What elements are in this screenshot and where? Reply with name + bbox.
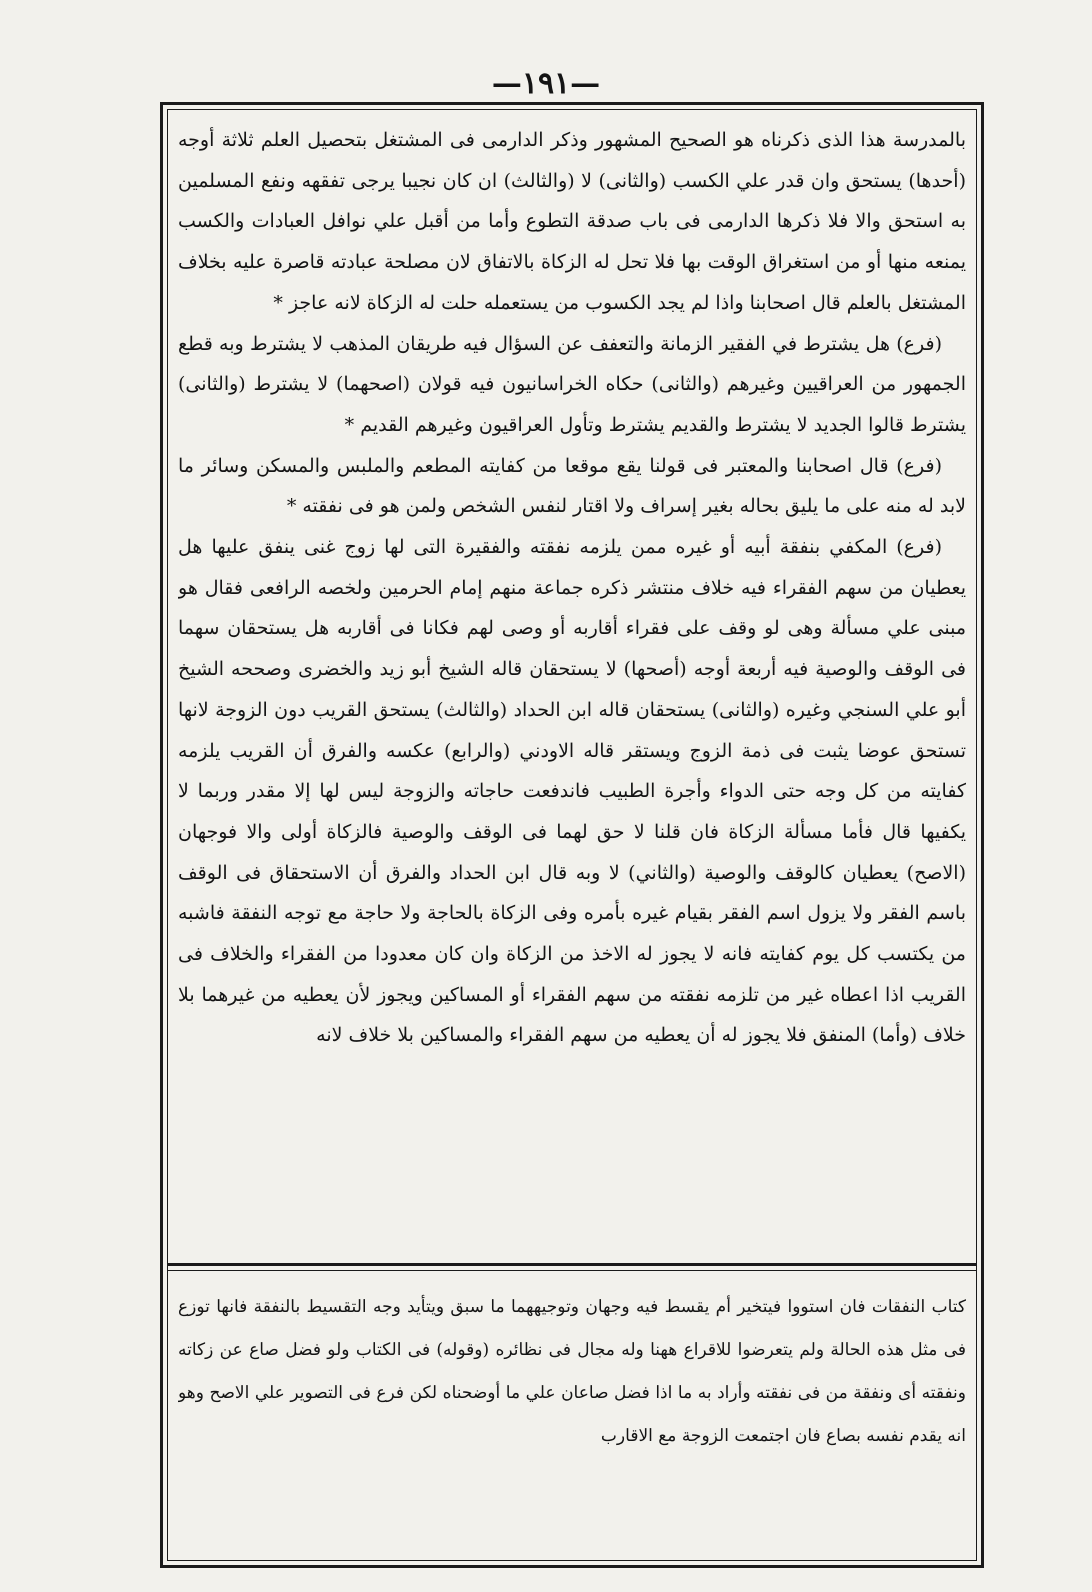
page-number: —١٩١— — [491, 66, 601, 101]
footnote-text — [178, 1286, 966, 1556]
paragraph-intro: بالمدرسة هذا الذى ذكرناه هو الصحيح المشهور وذكر الدارمى فى المشتغل بتحصيل العلم ثلاثة أوجه (أحدها) يستحق وان قدر علي الكسب (والثانى) لا (والثالث) ان كان نجيبا يرجى تفقهه ونفع المسلمين به استحق والا فلا ذكرها الدارمى فى باب صدقة التطوع وأما من أقبل علي نوافل العبادات والكسب يمنعه منها أو من استغراق الوقت بها فلا تحل له الزكاة بالاتفاق لان مصلحة عبادته قاصرة عليه بخلاف المشتغل بالعلم قال اصحابنا واذا لم يجد الكسوب من يستعمله حلت له الزكاة لانه عاجز * — [178, 129, 966, 314]
paragraph-far-kifaya: (فرع) قال اصحابنا والمعتبر فى قولنا يقع موقعا من كفايته المطعم والملبس والمسكن وسائر ما لابد له منه على ما يليق بحاله بغير إسراف ولا اقتار لنفس الشخص ولمن هو فى نفقته * — [178, 454, 966, 518]
paragraph-far-zamana: (فرع) هل يشترط في الفقير الزمانة والتعفف عن السؤال فيه طريقان المذهب لا يشترط وبه قطع الجمهور من العراقيين وغيرهم (والثانى) حكاه الخراسانيون فيه قولان (اصحهما) لا يشترط (والثانى) يشترط قالوا الجديد لا يشترط والقديم يشترط وتأول العراقيون وغيرهم القديم * — [178, 332, 966, 436]
footnote-separator-thin — [167, 1270, 977, 1271]
footnote-paragraph: كتاب النفقات فان استووا فيتخير أم يقسط فيه وجهان وتوجيههما ما سبق ويتأيد وجه التقسيط بالنفقة فانها توزع فى مثل هذه الحالة ولم يتعرضوا للاقراع ههنا وله مجال فى نظائره (وقوله) فى الكتاب ولو فضل صاع عن زكاته ونفقته أى ونفقة من فى نفقته وأراد به ما اذا فضل صاعان علي ما أوضحناه لكن فرع فى التصوير علي الاصح وهو انه يقدم نفسه بصاع فان اجتمعت الزوجة مع الاقارب — [178, 1297, 966, 1446]
main-text — [178, 120, 966, 1260]
footnote-separator — [167, 1263, 977, 1266]
paragraph-far-makfi: (فرع) المكفي بنفقة أبيه أو غيره ممن يلزمه نفقته والفقيرة التى لها زوج غنى ينفق عليها هل يعطيان من سهم الفقراء فيه خلاف منتشر ذكره جماعة منهم إمام الحرمين ولخصه الرافعى فقال هو مبنى علي مسألة وهى لو وقف على فقراء أقاربه أو وصى لهم فكانا فى أقاربه هل يستحقان سهما فى الوقف والوصية فيه أربعة أوجه (أصحها) لا يستحقان قاله الشيخ أبو زيد والخضرى وصححه الشيخ أبو علي السنجي وغيره (والثانى) يستحقان قاله ابن الحداد (والثالث) يستحق القريب دون الزوجة لانها تستحق عوضا يثبت فى ذمة الزوج ويستقر قاله الاودني (والرابع) عكسه والفرق أن القريب يلزمه كفايته من كل وجه حتى الدواء وأجرة الطبيب فاندفعت حاجاته والزوجة ليس لها إلا مقدر وربما لا يكفيها قال فأما مسألة الزكاة فان قلنا لا حق لهما فى الوقف والوصية فالزكاة أولى والا فوجهان (الاصح) يعطيان كالوقف والوصية (والثاني) لا وبه قال ابن الحداد والفرق أن الاستحقاق فى الوقف باسم الفقر ولا يزول اسم الفقر بقيام غيره بأمره وفى الزكاة بالحاجة ولا حاجة مع توجه النفقة فاشبه من يكتسب كل يوم كفايته فانه لا يجوز له الاخذ من الزكاة وان كان معدودا من الفقراء والخلاف فى القريب اذا اعطاه غير من تلزمه نفقته من سهم الفقراء أو المساكين ويجوز لأن يعطيه من غيرهما بلا خلاف (وأما) المنفق فلا يجوز له أن يعطيه من سهم الفقراء والمساكين بلا خلاف لانه — [178, 536, 966, 1047]
